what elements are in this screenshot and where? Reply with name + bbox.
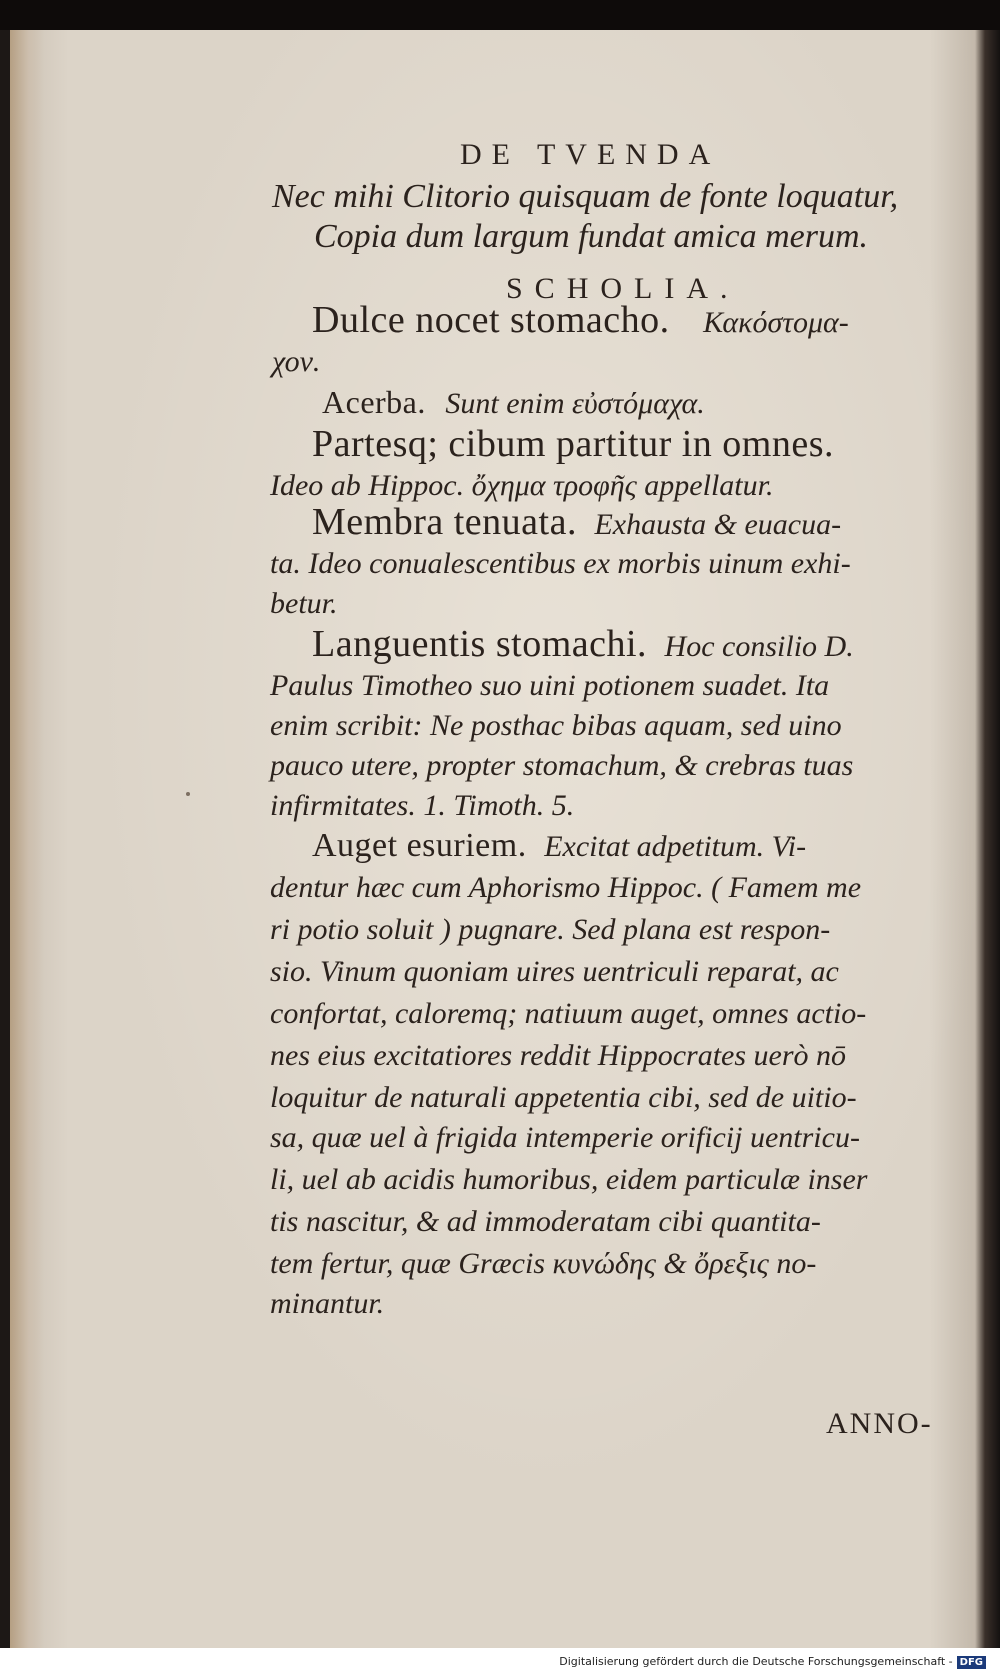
- dfg-logo: DFG: [957, 1656, 986, 1669]
- gloss: Paulus Timotheo suo uini potionem suadet. Ita: [270, 669, 830, 702]
- gloss: sio. Vinum quoniam uires uentriculi reparat, ac: [270, 955, 839, 988]
- verse-line-2: Copia dum largum fundat amica merum.: [314, 218, 869, 255]
- commentary-line-5: [270, 466, 773, 506]
- gloss: Ideo ab Hippoc. ὄχημα τροφῆς appellatur.: [270, 469, 774, 502]
- commentary-line-7: [270, 544, 851, 584]
- gloss: enim scribit: Ne posthac bibas aquam, sed uino: [270, 709, 842, 742]
- gloss: sa, quæ uel à frigida intemperie orificij uentricu-: [270, 1121, 860, 1154]
- gloss: dentur hæc cum Aphorismo Hippoc. ( Famem me: [270, 871, 862, 904]
- lemma: Partesq; cibum partitur in omnes.: [312, 423, 835, 465]
- gloss: infirmitates. 1. Timoth. 5.: [270, 789, 575, 822]
- commentary-line-13: [270, 786, 574, 826]
- paper-speck: [186, 792, 190, 796]
- running-head: DE TVENDA: [460, 138, 721, 171]
- gloss: Sunt enim εὐστόμαχα.: [445, 387, 705, 420]
- commentary-line-16: [270, 910, 830, 950]
- gloss: Exhausta & euacua-: [594, 508, 842, 541]
- commentary-line-21: [270, 1118, 860, 1158]
- gloss: nes eius excitatiores reddit Hippocrates uerò nō: [270, 1039, 847, 1072]
- section-heading-scholia: SCHOLIA.: [506, 272, 740, 305]
- commentary-line-10: [270, 666, 829, 706]
- verse-line-1: Nec mihi Clitorio quisquam de fonte loquatur,: [272, 178, 899, 215]
- commentary-line-22: [270, 1160, 867, 1200]
- gloss: Excitat adpetitum. Vi-: [544, 830, 807, 863]
- gloss: loquitur de naturali appetentia cibi, sed de uitio-: [270, 1081, 857, 1114]
- lemma: Auget esuriem.: [312, 827, 527, 864]
- commentary-line-20: [270, 1078, 857, 1118]
- gloss: minantur.: [270, 1287, 385, 1320]
- commentary-line-1: [312, 300, 849, 343]
- gloss: ri potio soluit ) pugnare. Sed plana est respon-: [270, 913, 831, 946]
- gloss: tem fertur, quæ Græcis κυνώδης & ὄρεξις no-: [270, 1247, 817, 1280]
- lemma: Languentis stomachi.: [312, 623, 648, 665]
- commentary-line-18: [270, 994, 866, 1034]
- catchword: ANNO-: [826, 1407, 933, 1440]
- commentary-line-14: [312, 826, 806, 867]
- lemma: Membra tenuata.: [312, 501, 577, 543]
- gloss: confortat, caloremq; natiuum auget, omnes actio-: [270, 997, 867, 1030]
- page-right-edge: [975, 30, 1000, 1648]
- gloss: li, uel ab acidis humoribus, eidem particulæ inser: [270, 1163, 868, 1196]
- commentary-line-15: [270, 868, 861, 908]
- commentary-line-11: [270, 706, 842, 746]
- commentary-line-3: [322, 382, 705, 424]
- commentary-line-25: [270, 1284, 384, 1324]
- gloss: Hoc consilio D.: [664, 630, 854, 663]
- commentary-line-17: [270, 952, 839, 992]
- gloss: pauco utere, propter stomachum, & crebras tuas: [270, 749, 854, 782]
- commentary-line-8: [270, 584, 338, 624]
- gloss: tis nascitur, & ad immoderatam cibi quantita-: [270, 1205, 821, 1238]
- commentary-line-12: [270, 746, 853, 786]
- commentary-line-24: [270, 1244, 816, 1284]
- commentary-line-23: [270, 1202, 821, 1242]
- gloss: betur.: [270, 587, 338, 620]
- commentary-line-2: [272, 342, 320, 382]
- gloss: ta. Ideo conualescentibus ex morbis uinum exhi-: [270, 547, 851, 580]
- lemma: Acerba.: [322, 384, 426, 420]
- gloss: χον.: [272, 345, 321, 378]
- gloss: Κακόστομα-: [703, 306, 849, 339]
- credit-text: Digitalisierung gefördert durch die Deutsche Forschungsgemeinschaft -: [559, 1655, 953, 1668]
- commentary-line-4: [312, 424, 834, 467]
- lemma: Dulce nocet stomacho.: [312, 299, 670, 341]
- commentary-line-19: [270, 1036, 846, 1076]
- scan-top-border: [0, 0, 1000, 30]
- page-gutter-shadow: [10, 30, 44, 1648]
- commentary-line-9: [312, 624, 854, 667]
- digitization-credit: [559, 1655, 986, 1669]
- commentary-line-6: [312, 502, 841, 545]
